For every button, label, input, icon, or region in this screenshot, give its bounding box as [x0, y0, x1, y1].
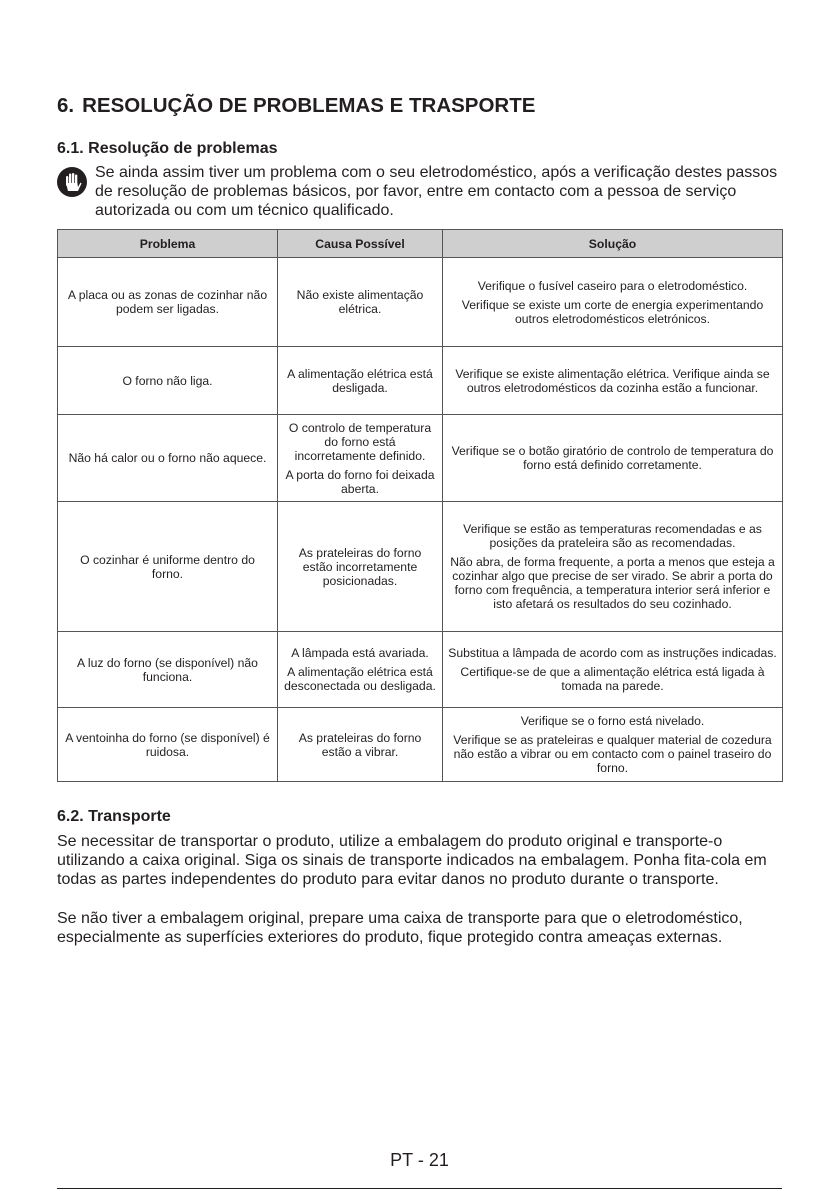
header-problem: Problema [58, 230, 278, 258]
problem-cell: O forno não liga. [58, 347, 278, 415]
table-row [58, 502, 783, 632]
table-row [58, 708, 783, 782]
cause-cell: A lâmpada está avariada. A alimentação elétrica está desconectada ou desligada. [278, 632, 443, 708]
section-heading: 6. RESOLUÇÃO DE PROBLEMAS E TRASPORTE [57, 94, 536, 117]
cause-cell: O controlo de temperatura do forno está incorretamente definido. A porta do forno foi deixada aberta. [278, 415, 443, 502]
solution-cell: Substitua a lâmpada de acordo com as instruções indicadas. Certifique-se de que a alimentação elétrica está ligada à tomada na parede. [443, 632, 783, 708]
table-row [58, 258, 783, 347]
cause-cell: Não existe alimentação elétrica. [278, 258, 443, 347]
problem-cell: A ventoinha do forno (se disponível) é ruidosa. [58, 708, 278, 782]
intro-text: Se ainda assim tiver um problema com o seu eletrodoméstico, após a verificação destes passos de resolução de problemas básicos, por favor, entre em contacto com a pessoa de serviço autorizada ou com um técnico qualificado. [95, 164, 778, 219]
cause-cell: A alimentação elétrica está desligada. [278, 347, 443, 415]
solution-cell: Verifique o fusível caseiro para o eletrodoméstico. Verifique se existe um corte de energia experimentando outros eletrodomésticos eletrónicos. [443, 258, 783, 347]
solution-cell: Verifique se existe alimentação elétrica. Verifique ainda se outros eletrodomésticos da cozinha estão a funcionar. [443, 347, 783, 415]
problem-cell: A luz do forno (se disponível) não funciona. [58, 632, 278, 708]
table-row [58, 347, 783, 415]
transport-paragraph-2: Se não tiver a embalagem original, prepare uma caixa de transporte para que o eletrodoméstico, especialmente as superfícies exteriores do produto, fique protegido contra ameaças externas. [57, 910, 743, 946]
cause-cell: As prateleiras do forno estão a vibrar. [278, 708, 443, 782]
transport-paragraph-1: Se necessitar de transportar o produto, utilize a embalagem do produto original e transporte-o utilizando a caixa original. Siga os sinais de transporte indicados na embalagem. Ponha fita-cola em todas as partes independentes do produto para evitar danos no produto durante o transporte. [57, 833, 767, 888]
cause-cell: As prateleiras do forno estão incorretamente posicionadas. [278, 502, 443, 632]
page-number: PT - 21 [390, 1150, 449, 1170]
header-cause: Causa Possível [278, 230, 443, 258]
warning-note [57, 163, 782, 223]
subsection-title-transport: 6.2. Transporte [57, 808, 171, 825]
problem-cell: Não há calor ou o forno não aquece. [58, 415, 278, 502]
problem-cell: O cozinhar é uniforme dentro do forno. [58, 502, 278, 632]
problem-cell: A placa ou as zonas de cozinhar não podem ser ligadas. [58, 258, 278, 347]
solution-cell: Verifique se o botão giratório de controlo de temperatura do forno está definido corretamente. [443, 415, 783, 502]
table-row [58, 415, 783, 502]
footer-divider [57, 1188, 782, 1189]
hand-stop-icon [57, 167, 87, 197]
solution-cell: Verifique se o forno está nivelado. Verifique se as prateleiras e qualquer material de cozedura não estão a vibrar ou em contacto com o painel traseiro do forno. [443, 708, 783, 782]
table-header-row [58, 230, 783, 258]
header-solution: Solução [443, 230, 783, 258]
troubleshooting-table [57, 229, 783, 782]
table-row [58, 632, 783, 708]
solution-cell: Verifique se estão as temperaturas recomendadas e as posições da prateleira são as recomendadas. Não abra, de forma frequente, a porta a menos que esteja a cozinhar algo que precise de ser virado. Se abrir a porta do forno com frequência, a temperatura interior será inferior e isto afetará os resultados do seu cozinhado. [443, 502, 783, 632]
subsection-title-troubleshooting: 6.1. Resolução de problemas [57, 140, 278, 157]
